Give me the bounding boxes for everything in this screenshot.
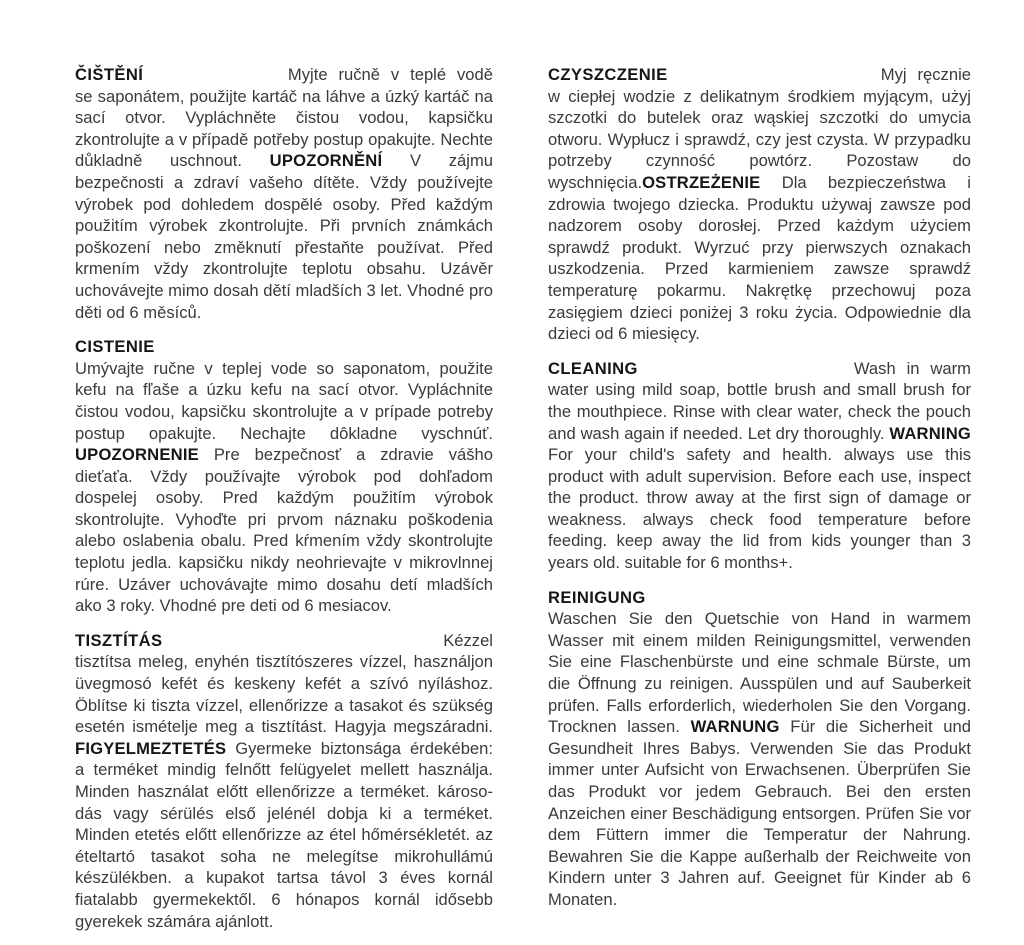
section-body bbox=[75, 86, 493, 324]
warning-keyword: WARNUNG bbox=[690, 717, 780, 737]
section-heading-line bbox=[75, 630, 493, 652]
body-text: Für die Sicherheit und Gesundheit Ihres Babys. Verwenden Sie das Produkt immer unter Aufsicht von Erwachsenen. Überprüfen Sie das Produkt vor jedem Gebrauch. Bei den ersten Anzeichen einer Beschädigung entsorgen. Prüfen Sie vor dem Füttern immer die Temperatur der Nahrung. Bewahren Sie die Kappe außerhalb der Reichweite von Kindern unter 3 Jahren auf. Geeignet für Kinder ab 6 Monaten. bbox=[548, 717, 971, 909]
section-heading-line bbox=[548, 358, 971, 380]
body-text: Gyermeke biztonsága érdekében: a terméket mindig felnőtt felügyelet mellett használja. Minden használat előtt ellenőrizze a terméket. károso- dás vagy sérülés első jelénél dobja ki a terméket. Minden etetés előtt ellenőrizze az étel hőmérsékletét. az ételtartó tasakot soha ne melegítse mikrohullámú készülékben. a kupakot tartsa távol 3 éves kornál fiatalabb gyermekektől. 6 hónapos kornál idősebb gyerekek számára ajánlott. bbox=[75, 738, 493, 931]
warning-keyword: FIGYELMEZTETÉS bbox=[75, 738, 227, 758]
body-text: V zájmu bezpečnosti a zdraví vašeho dítěte. Vždy používejte výrobek pod dohledem dospělé osoby. Před každým použitím výrobek zkontrolujte. Při prvních známkách poškození nebo změknutí přestaňte používat. Před krmením vždy zkontrolujte teplotu obsahu. Uzávěr uchovávejte mimo dosah dětí mladších 3 let. Vhodné pro děti od 6 měsíců. bbox=[75, 151, 493, 322]
warning-keyword: WARNING bbox=[889, 423, 971, 443]
section-heading: CLEANING bbox=[548, 358, 638, 378]
section-heading: CZYSZCZENIE bbox=[548, 65, 668, 84]
section-cistenie bbox=[75, 336, 493, 617]
warning-keyword: UPOZORNENIE bbox=[75, 445, 199, 465]
body-text: water using mild soap, bottle brush and small brush for the mouthpiece. Rinse with clear water, check the pouch and wash again if needed. Let dry thoroughly. bbox=[548, 380, 971, 443]
section-heading-line bbox=[75, 64, 493, 86]
right-column bbox=[548, 64, 971, 924]
section-heading: CISTENIE bbox=[75, 337, 155, 357]
section-tisztitas bbox=[75, 630, 493, 932]
section-first-line-text: Myjte ručně v teplé vodě bbox=[287, 65, 493, 84]
section-body bbox=[548, 379, 971, 573]
section-czyszczenie bbox=[548, 64, 971, 345]
body-text: For your child's safety and health. always use this product with adult supervision. Before each use, inspect the product. throw away at the first sign of damage or weakness. always check food temperature before feeding. keep away the lid from kids younger than 3 years old. suitable for 6 months+. bbox=[548, 445, 971, 573]
section-reinigung bbox=[548, 587, 971, 911]
section-body bbox=[548, 608, 971, 910]
body-text: Waschen Sie den Quetschie von Hand in warmem Wasser mit einem milden Reinigungsmittel, verwenden Sie eine Flaschenbürste und eine schmale Bürste, um die Öffnung zu reinigen. Ausspülen und auf Sauberkeit prüfen. Falls erforderlich, wiederholen Sie den Vorgang. Trocknen lassen. bbox=[548, 609, 971, 737]
body-text: w ciepłej wodzie z delikatnym środkiem myjącym, użyj szczotki do butelek oraz wąskiej szczotki do umycia otworu. Wypłucz i sprawdź, czy jest czysta. W przypadku potrzeby czynność powtórz. Pozostaw do wyschnięcia. bbox=[548, 86, 971, 192]
body-text: tisztítsa meleg, enyhén tisztítószeres vízzel, használjon üvegmosó kefét és keskeny kefét a szívó nyíláshoz. Öblítse ki tiszta vízzel, ellenőrizze a tasakot és szükség esetén ismételje meg a tisztítást. Hagyja megszáradni. bbox=[75, 652, 493, 737]
section-cisteni bbox=[75, 64, 493, 323]
warning-keyword: OSTRZEŻENIE bbox=[642, 172, 761, 192]
body-text: se saponátem, použijte kartáč na láhve a úzký kartáč na sací otvor. Vypláchněte čistou vodou, kapsičku zkontrolujte a v případě potřeby postup opakujte. Nechte důkladně uschnout. bbox=[75, 86, 493, 171]
body-text: Dla bezpieczeństwa i zdrowia twojego dziecka. Produktu używaj zawsze pod nadzorem osoby dorosłej. Przed każdym użyciem sprawdź produkt. Wyrzuć przy pierwszych oznakach uszkodzenia. Przed karmieniem zawsze sprawdź temperaturę pokarmu. Nakrętkę przechowuj poza zasięgiem dzieci poniżej 3 roku życia. Odpowiednie dla dzieci od 6 miesięcy. bbox=[548, 172, 971, 344]
section-heading: TISZTÍTÁS bbox=[75, 630, 163, 650]
section-first-line-text: Myj ręcznie bbox=[880, 65, 971, 84]
section-first-line-text: Kézzel bbox=[443, 630, 493, 650]
section-body bbox=[548, 86, 971, 345]
section-body bbox=[75, 358, 493, 617]
section-heading-line bbox=[75, 336, 493, 358]
section-first-line-text: Wash in warm bbox=[853, 358, 971, 378]
section-heading-line bbox=[548, 64, 971, 86]
section-heading: REINIGUNG bbox=[548, 587, 646, 607]
section-body bbox=[75, 651, 493, 932]
body-text: Pre bezpečnosť a zdravie vášho dieťaťa. Vždy používajte výrobok pod dohľadom dospelej osoby. Pred každým použitím výrobok skontrolujte. Vyhoďte pri prvom náznaku poškodenia alebo oslabenia obalu. Pred kŕmením vždy skontrolujte teplotu jedla. kapsičku nikdy neohrievajte v mikrovlnnej rúre. Uzáver uchovávajte mimo dosahu detí mladších ako 3 roky. Vhodné pre deti od 6 mesiacov. bbox=[75, 445, 493, 616]
section-heading: ČIŠTĚNÍ bbox=[75, 65, 144, 84]
section-heading-line bbox=[548, 587, 971, 609]
body-text: Umývajte ručne v teplej vode so saponatom, použite kefu na fľaše a úzku kefu na sací otvor. Vypláchnite čistou vodou, kapsičku skontrolujte a v prípade potreby postup opakujte. Nechajte dôkladne vyschnúť. bbox=[75, 358, 493, 443]
section-cleaning bbox=[548, 358, 971, 574]
warning-keyword: UPOZORNĚNÍ bbox=[269, 151, 383, 171]
left-column bbox=[75, 64, 493, 945]
